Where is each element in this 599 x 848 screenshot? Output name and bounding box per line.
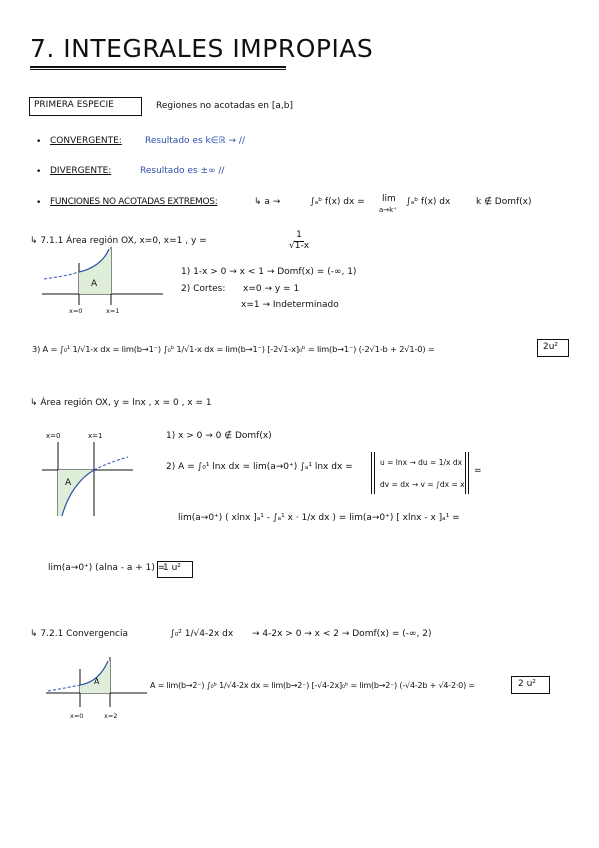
page-title: 7. INTEGRALES IMPROPIAS: [30, 34, 374, 63]
term-convergente: CONVERGENTE:: [50, 136, 122, 146]
region-label-a: A: [65, 478, 72, 488]
term-divergente-text: Resultado es ±∞ //: [140, 166, 225, 176]
term-convergente-text: Resultado es k∈ℝ → //: [145, 136, 245, 146]
bullet-3: •: [36, 198, 42, 208]
parts-equals: =: [474, 466, 482, 476]
title-underline-2: [30, 69, 286, 70]
graph-ln: [38, 430, 138, 520]
region-label-a: A: [94, 677, 100, 686]
curve-dashed: [48, 685, 80, 691]
example-711-fraction: [285, 231, 313, 252]
example-ln-step1: 1) x > 0 → 0 ∉ Domf(x): [166, 431, 272, 441]
curve-dashed: [94, 457, 128, 470]
example-721-step: A = lim(b→2⁻) ∫₀ᵇ 1/√4-2x dx = lim(b→2⁻) [-√4-2x]₀ᵇ = lim(b→2⁻) (-√4-2b + √4-2·0) =: [150, 681, 475, 690]
example-ln-step3: lim(a→0⁺) ( xlnx ]ₐ¹ - ∫ₐ¹ x · 1/x dx ) = lim(a→0⁺) [ xlnx - x ]ₐ¹ =: [178, 513, 460, 523]
example-711-step2a: x=0 → y = 1: [243, 284, 300, 294]
example-721-condition: → 4-2x > 0 → x < 2 → Domf(x) = (-∞, 2): [252, 629, 432, 639]
bullet-1: •: [36, 137, 42, 147]
example-ln-result: 1 u²: [163, 563, 181, 573]
term-divergente: DIVERGENTE:: [50, 166, 112, 176]
example-711-step1: 1) 1-x > 0 → x < 1 → Domf(x) = (-∞, 1): [181, 267, 357, 277]
parts-bracket-right: [465, 452, 466, 494]
region-label-a: A: [91, 279, 98, 289]
example-ln-step2: 2) A = ∫₀¹ lnx dx = lim(a→0⁺) ∫ₐ¹ lnx dx =: [166, 462, 353, 472]
label-x1: x=1: [106, 307, 120, 315]
parts-bracket-left-2: [374, 452, 375, 494]
label-x2: x=2: [104, 712, 118, 720]
example-ln-header: ↳ Área región OX, y = lnx , x = 0 , x = 1: [30, 398, 212, 408]
definition-lhs: ∫ₐᵇ f(x) dx =: [310, 197, 365, 207]
term-funciones-text: ↳ a →: [254, 197, 281, 207]
definition-rhs: ∫ₐᵇ f(x) dx: [406, 197, 451, 207]
example-711-result: 2u²: [543, 342, 559, 352]
definition-condition: k ∉ Domf(x): [476, 197, 532, 207]
example-711-header: ↳ 7.1.1 Área región OX, x=0, x=1 , y =: [30, 236, 207, 246]
label-x0: x=0: [46, 432, 61, 440]
curve-dashed: [44, 272, 79, 279]
label-x1: x=1: [88, 432, 103, 440]
example-721-integral: ∫₀² 1/√4-2x dx: [170, 629, 234, 639]
title-underline: [30, 66, 286, 68]
shaded-region: [58, 470, 94, 516]
example-711-step3: 3) A = ∫₀¹ 1/√1-x dx = lim(b→1⁻) ∫₀ᵇ 1/√1-x dx = lim(b→1⁻) [-2√1-x]₀ᵇ = lim(b→1⁻) (-2√1-b + 2√1-0) =: [32, 344, 435, 354]
label-x0: x=0: [69, 307, 83, 315]
fraction-numerator: 1: [296, 230, 302, 240]
bullet-2: •: [36, 167, 42, 177]
term-funciones: FUNCIONES NO ACOTADAS EXTREMOS:: [50, 197, 218, 207]
definition-lim-sub: a→k⁺: [379, 206, 397, 214]
example-721-result: 2 u²: [518, 679, 536, 689]
graph-711: [38, 245, 168, 315]
example-721-header: ↳ 7.2.1 Convergencia: [30, 629, 128, 639]
graph-721: [42, 655, 152, 725]
section-label: PRIMERA ESPECIE: [34, 100, 114, 110]
section-description: Regiones no acotadas en [a,b]: [156, 101, 293, 111]
label-x0: x=0: [70, 712, 84, 720]
definition-lim: lim: [382, 194, 396, 204]
example-ln-step4: lim(a→0⁺) (alna - a + 1) =: [48, 563, 166, 573]
parts-bracket-left: [371, 452, 372, 494]
fraction-denominator: √1-x: [289, 240, 310, 251]
parts-dv: dv = dx → v = ∫dx = x: [380, 480, 465, 489]
parts-u: u = lnx → du = 1/x dx: [380, 458, 463, 467]
example-711-step2-label: 2) Cortes:: [181, 284, 226, 294]
example-711-step2b: x=1 → Indeterminado: [241, 300, 339, 310]
parts-bracket-right-2: [468, 452, 469, 494]
